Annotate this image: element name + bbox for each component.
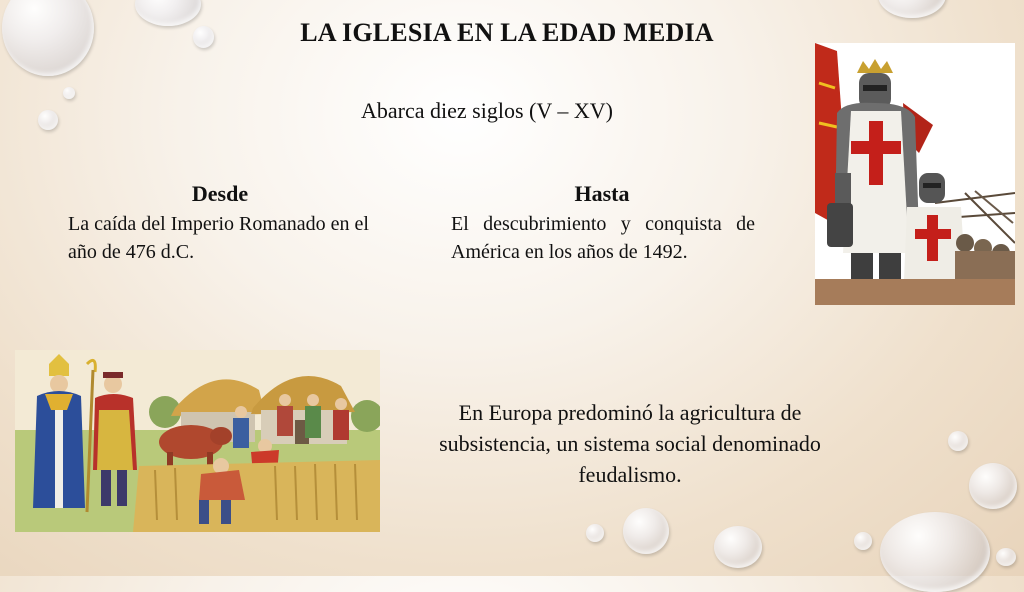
water-drop-decoration [996,548,1016,566]
water-drop-decoration [969,463,1017,509]
water-drop-decoration [948,431,968,451]
hasta-text: El descubrimiento y conquista de América en los años de 1492. [451,213,755,263]
water-drop-decoration [880,512,990,592]
medieval-farm-image [15,350,380,532]
water-drop-decoration [586,524,604,542]
water-drop-decoration [854,532,872,550]
desde-heading: Desde [191,181,249,206]
crusader-knights-image [815,43,1015,305]
water-drop-decoration [714,526,762,568]
slide-title: LA IGLESIA EN LA EDAD MEDIA [300,18,714,47]
water-drop-decoration [623,508,669,554]
slide-subtitle: Abarca diez siglos (V – XV) [361,98,613,123]
desde-text: La caída del Imperio Romanado en el año de 476 d.C. [68,213,369,263]
water-drop-decoration [878,0,946,18]
hasta-heading: Hasta [574,181,630,206]
summary-text: En Europa predominó la agricultura de subsistencia, un sistema social denominado feudalismo. [439,400,821,487]
